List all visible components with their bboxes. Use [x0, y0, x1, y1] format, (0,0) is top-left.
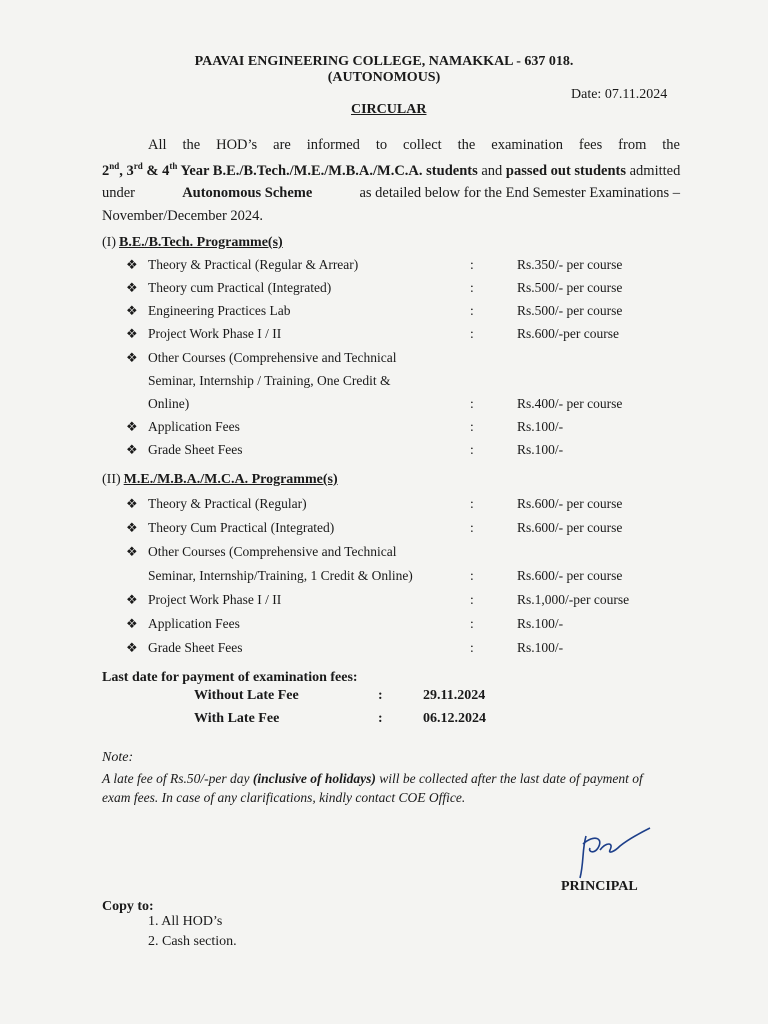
list-item: ❖ Grade Sheet Fees : Rs.100/-	[126, 442, 564, 457]
intro-line-4: November/December 2024.	[102, 208, 264, 224]
without-late-fee-date: 29.11.2024	[423, 688, 486, 703]
list-item: ❖ Project Work Phase I / II : Rs.1,000/-per course	[126, 592, 630, 607]
list-item: ❖ Other Courses (Comprehensive and Technical	[126, 350, 397, 365]
last-date-heading: Last date for payment of examination fees:	[102, 670, 358, 685]
list-item: ❖ Project Work Phase I / II : Rs.600/-per course	[126, 326, 619, 341]
principal-signature	[574, 826, 654, 882]
principal-title: PRINCIPAL	[561, 879, 638, 894]
list-item-continued: Online) : Rs.400/- per course	[148, 396, 623, 411]
with-late-fee-label: With Late Fee	[194, 711, 280, 726]
without-late-fee-colon: :	[378, 688, 383, 703]
list-item-continued: Seminar, Internship / Training, One Credit &	[148, 373, 391, 388]
with-late-fee-date: 06.12.2024	[423, 711, 486, 726]
list-item: ❖ Other Courses (Comprehensive and Technical	[126, 544, 397, 559]
with-late-fee-colon: :	[378, 711, 383, 726]
intro-line-1: All the HOD’s are informed to collect the examination fees from the	[148, 137, 680, 153]
list-item-continued: Seminar, Internship/Training, 1 Credit & Online) : Rs.600/- per course	[148, 568, 623, 583]
note-line-1: A late fee of Rs.50/-per day (inclusive of holidays) will be collected after the last date of payment of	[102, 771, 643, 786]
note-heading: Note:	[102, 750, 134, 765]
list-item: ❖ Engineering Practices Lab : Rs.500/- per course	[126, 303, 623, 318]
list-item: ❖ Theory & Practical (Regular & Arrear) : Rs.350/- per course	[126, 257, 623, 272]
circular-title: CIRCULAR	[351, 102, 427, 117]
list-item: ❖ Theory & Practical (Regular) : Rs.600/- per course	[126, 496, 623, 511]
list-item: ❖ Grade Sheet Fees : Rs.100/-	[126, 640, 564, 655]
section-1-heading: (I) B.E./B.Tech. Programme(s)	[102, 235, 283, 250]
list-item: ❖ Theory cum Practical (Integrated) : Rs.500/- per course	[126, 280, 623, 295]
college-name: PAAVAI ENGINEERING COLLEGE, NAMAKKAL - 637 018.	[194, 54, 574, 69]
copy-to-item: 2. Cash section.	[148, 934, 237, 949]
copy-to-item: 1. All HOD’s	[148, 914, 223, 929]
copy-to-heading: Copy to:	[102, 899, 154, 914]
section-2-heading: (II) M.E./M.B.A./M.C.A. Programme(s)	[102, 472, 338, 487]
list-item: ❖ Application Fees : Rs.100/-	[126, 616, 564, 631]
circular-date: Date: 07.11.2024	[571, 87, 668, 102]
intro-line-3: under Autonomous Scheme as detailed below for the End Semester Examinations –	[102, 185, 680, 201]
note-line-2: exam fees. In case of any clarifications, kindly contact COE Office.	[102, 790, 466, 805]
intro-line-2: 2nd, 3rd & 4th Year B.E./B.Tech./M.E./M.B.A./M.C.A. students and passed out students admitted	[102, 161, 681, 179]
without-late-fee-label: Without Late Fee	[194, 688, 299, 703]
list-item: ❖ Application Fees : Rs.100/-	[126, 419, 564, 434]
list-item: ❖ Theory Cum Practical (Integrated) : Rs.600/- per course	[126, 520, 623, 535]
autonomous-label: (AUTONOMOUS)	[327, 70, 441, 85]
